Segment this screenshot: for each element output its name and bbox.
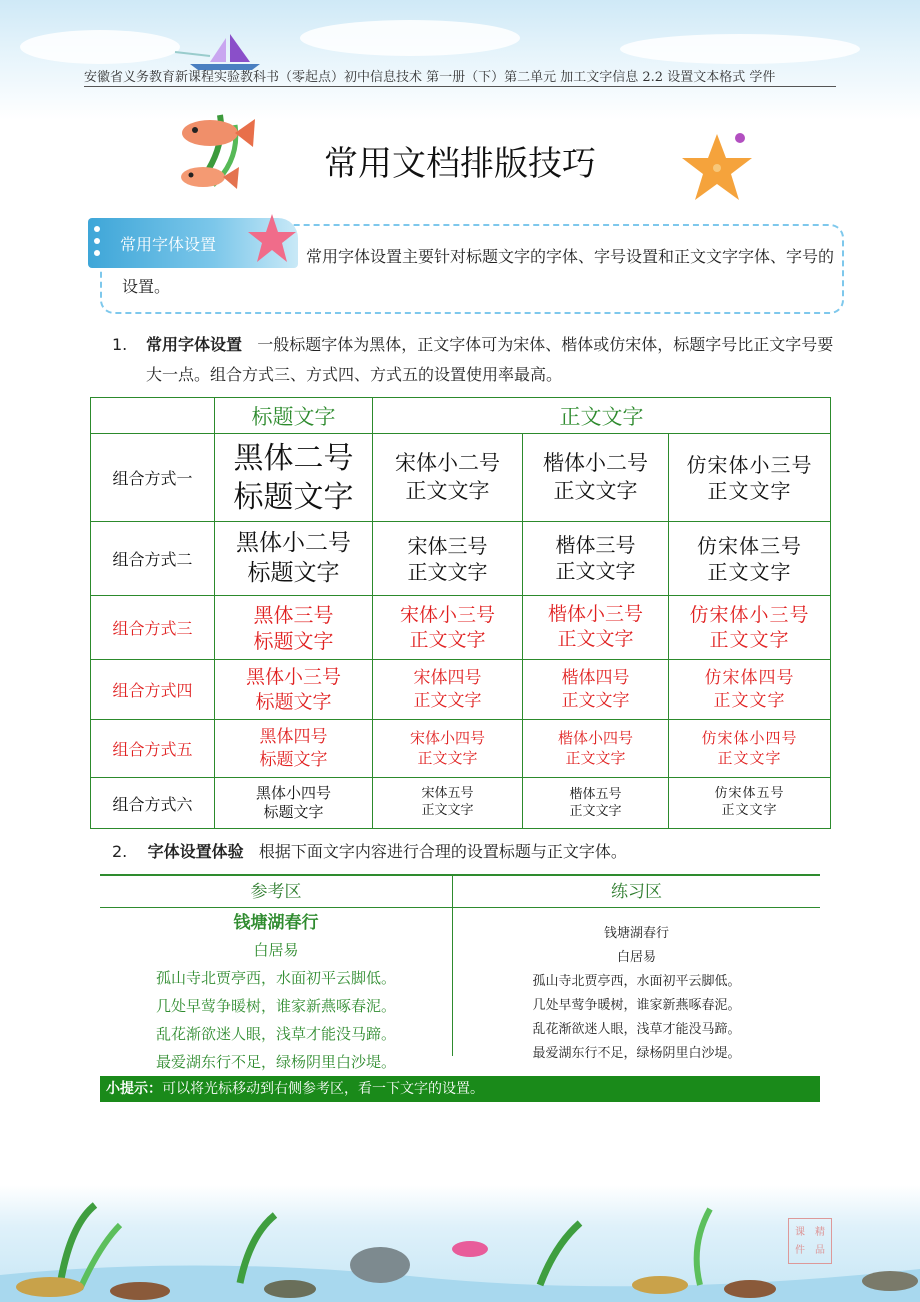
row-label: 组合方式一: [91, 434, 215, 522]
table-row: [91, 660, 831, 720]
section-heading: 字体设置体验: [147, 842, 244, 861]
section-1-body: [112, 330, 834, 390]
kai-sample-cell: [523, 720, 669, 778]
sample-line: 楷体五号: [569, 786, 622, 802]
sample-line: 黑体小二号: [236, 529, 351, 556]
fang-sample-cell: [669, 434, 831, 522]
sample-line: 标题文字: [259, 749, 328, 770]
sample-line: 黑体四号: [259, 727, 328, 748]
intro-text: 常用字体设置主要针对标题文字的字体、字号设置和正文文字字体、字号的设置。: [122, 247, 835, 296]
title-sample-cell: [215, 434, 373, 522]
sample-line: 仿宋体小三号: [686, 452, 813, 477]
table-row: [91, 720, 831, 778]
tip-bar: [100, 1076, 820, 1102]
poem-title: 钱塘湖春行: [603, 926, 669, 941]
sample-line: 正文文字: [413, 690, 482, 711]
header-title-text: 标题文字: [215, 398, 373, 434]
sample-line: 宋体五号: [421, 786, 474, 802]
tip-label: 小提示：: [106, 1081, 162, 1097]
sample-line: 标题文字: [255, 690, 332, 713]
sample-line: 正文文字: [409, 628, 486, 651]
sample-line: 标题文字: [263, 803, 324, 821]
fang-sample-cell: [669, 720, 831, 778]
section-number: 2.: [112, 842, 128, 861]
seal-stamp: [788, 1218, 832, 1264]
sample-line: 正文文字: [713, 690, 786, 711]
fish-icon: [165, 105, 275, 200]
table-corner-cell: [91, 398, 215, 434]
sample-line: 黑体三号: [253, 602, 334, 627]
poem-title: 钱塘湖春行: [233, 913, 319, 933]
sample-line: 正文文字: [405, 478, 490, 503]
sea-background: [0, 1185, 920, 1302]
kai-sample-cell: [523, 778, 669, 829]
poem-line: 几处早莺争暖树，谁家新燕啄春泥。: [532, 998, 741, 1013]
sample-line: 正文文字: [717, 748, 782, 767]
seal-char: 课: [795, 1227, 805, 1238]
song-sample-cell: [373, 522, 523, 596]
cloud-shape: [300, 20, 520, 56]
sample-line: 黑体小三号: [245, 665, 341, 688]
song-sample-cell: [373, 720, 523, 778]
poem-author: 白居易: [616, 950, 656, 965]
song-sample-cell: [373, 660, 523, 720]
cloud-shape: [620, 34, 860, 64]
sample-line: 宋体小四号: [409, 729, 485, 747]
sample-line: 仿宋体小四号: [701, 729, 798, 747]
tip-text: 可以将光标移动到右侧参考区，看一下文字的设置。: [162, 1081, 484, 1097]
sample-line: 正文文字: [569, 803, 622, 818]
title-sample-cell: [215, 720, 373, 778]
kai-sample-cell: [523, 660, 669, 720]
sample-line: 正文文字: [553, 479, 638, 503]
title-sample-cell: [215, 522, 373, 596]
fang-sample-cell: [669, 596, 831, 660]
reference-area[interactable]: [100, 910, 452, 1076]
sample-line: 标题文字: [233, 479, 354, 515]
seal-char: 品: [815, 1245, 825, 1256]
sample-line: 宋体三号: [407, 533, 488, 558]
starfish-icon: [680, 130, 755, 205]
poem-line: 孤山寺北贾亭西，水面初平云脚低。: [532, 974, 741, 989]
font-combination-table: [90, 397, 831, 829]
row-label: 组合方式四: [91, 660, 215, 720]
sample-line: 正文文字: [565, 749, 626, 767]
fang-sample-cell: [669, 522, 831, 596]
sample-line: 正文文字: [555, 560, 636, 583]
section-2: [112, 838, 834, 866]
sample-line: 标题文字: [253, 628, 334, 653]
title-sample-cell: [215, 660, 373, 720]
poem-line: 乱花渐欲迷人眼，浅草才能没马蹄。: [532, 1022, 741, 1037]
poem-line: 几处早莺争暖树，谁家新燕啄春泥。: [155, 997, 396, 1015]
poem-author: 白居易: [253, 941, 299, 959]
song-sample-cell: [373, 596, 523, 660]
sample-line: 宋体四号: [413, 668, 482, 689]
sample-line: 仿宋体四号: [704, 668, 795, 689]
dots-icon: [93, 225, 101, 261]
practice-area[interactable]: [453, 922, 820, 1066]
title-sample-cell: [215, 596, 373, 660]
practice-table: [100, 874, 820, 1071]
sample-line: 正文文字: [707, 559, 792, 584]
sample-line: 黑体二号: [233, 440, 354, 476]
section-text: 根据下面文字内容进行合理的设置标题与正文字体。: [258, 842, 627, 861]
header-body-text: 正文文字: [373, 398, 831, 434]
intro-tab-label: 常用字体设置: [120, 235, 217, 254]
cloud-shape: [20, 30, 180, 64]
sample-line: 仿宋体三号: [697, 533, 802, 558]
sample-line: 标题文字: [247, 559, 340, 586]
song-sample-cell: [373, 434, 523, 522]
row-label: 组合方式六: [91, 778, 215, 829]
section-heading: 常用字体设置: [146, 335, 243, 354]
sample-line: 正文文字: [417, 748, 478, 767]
seal-char: 件: [795, 1245, 805, 1256]
table-header-row: [91, 398, 831, 434]
kai-sample-cell: [523, 596, 669, 660]
poem-line: 乱花渐欲迷人眼，浅草才能没马蹄。: [155, 1025, 396, 1043]
sky-background: [0, 0, 920, 120]
poem-line: 最爱湖东行不足，绿杨阴里白沙堤。: [532, 1046, 741, 1061]
fang-sample-cell: [669, 660, 831, 720]
sample-line: 正文文字: [557, 628, 634, 650]
sample-line: 正文文字: [561, 690, 630, 710]
section-number: 1.: [112, 335, 128, 354]
sample-line: 楷体三号: [555, 534, 636, 557]
practice-header: 练习区: [453, 876, 820, 908]
page-title: 常用文档排版技巧: [324, 144, 596, 184]
sample-line: 仿宋体小三号: [689, 603, 810, 626]
song-sample-cell: [373, 778, 523, 829]
reference-header: 参考区: [100, 876, 452, 908]
sample-line: 楷体小四号: [557, 730, 633, 747]
poem-line: 最爱湖东行不足，绿杨阴里白沙堤。: [155, 1053, 396, 1071]
fang-sample-cell: [669, 778, 831, 829]
sample-line: 宋体小二号: [395, 451, 500, 476]
sample-line: 楷体小二号: [543, 452, 648, 476]
table-row: [91, 596, 831, 660]
sample-line: 宋体小三号: [399, 603, 495, 626]
section-text: 一般标题字体为黑体，正文字体可为宋体、楷体或仿宋体，标题字号比正文字号要大一点。组合方式三、方式四、方式五的设置使用率最高。: [146, 335, 834, 384]
sample-line: 仿宋体五号: [714, 786, 785, 802]
poem-line: 孤山寺北贾亭西，水面初平云脚低。: [155, 969, 396, 987]
sample-line: 楷体四号: [561, 668, 630, 688]
row-label: 组合方式五: [91, 720, 215, 778]
sample-line: 正文文字: [721, 803, 778, 818]
kai-sample-cell: [523, 434, 669, 522]
table-row: [91, 434, 831, 522]
sample-line: 正文文字: [421, 803, 474, 818]
sample-line: 楷体小三号: [547, 603, 643, 625]
title-sample-cell: [215, 778, 373, 829]
row-label: 组合方式三: [91, 596, 215, 660]
seal-char: 精: [815, 1227, 825, 1238]
kai-sample-cell: [523, 522, 669, 596]
header-divider: [84, 86, 836, 87]
sample-line: 正文文字: [707, 478, 792, 503]
breadcrumb: 安徽省义务教育新课程实验教科书（零起点）初中信息技术 第一册（下）第二单元 加工文字信息 2.2 设置文本格式 学件: [84, 70, 776, 85]
sample-line: 正文文字: [407, 559, 488, 584]
sample-line: 正文文字: [709, 628, 790, 651]
table-row: [91, 778, 831, 829]
sample-line: 黑体小四号: [255, 783, 331, 802]
table-row: [91, 522, 831, 596]
section-1: [112, 330, 834, 390]
row-label: 组合方式二: [91, 522, 215, 596]
seabed-icon: [0, 1185, 920, 1302]
